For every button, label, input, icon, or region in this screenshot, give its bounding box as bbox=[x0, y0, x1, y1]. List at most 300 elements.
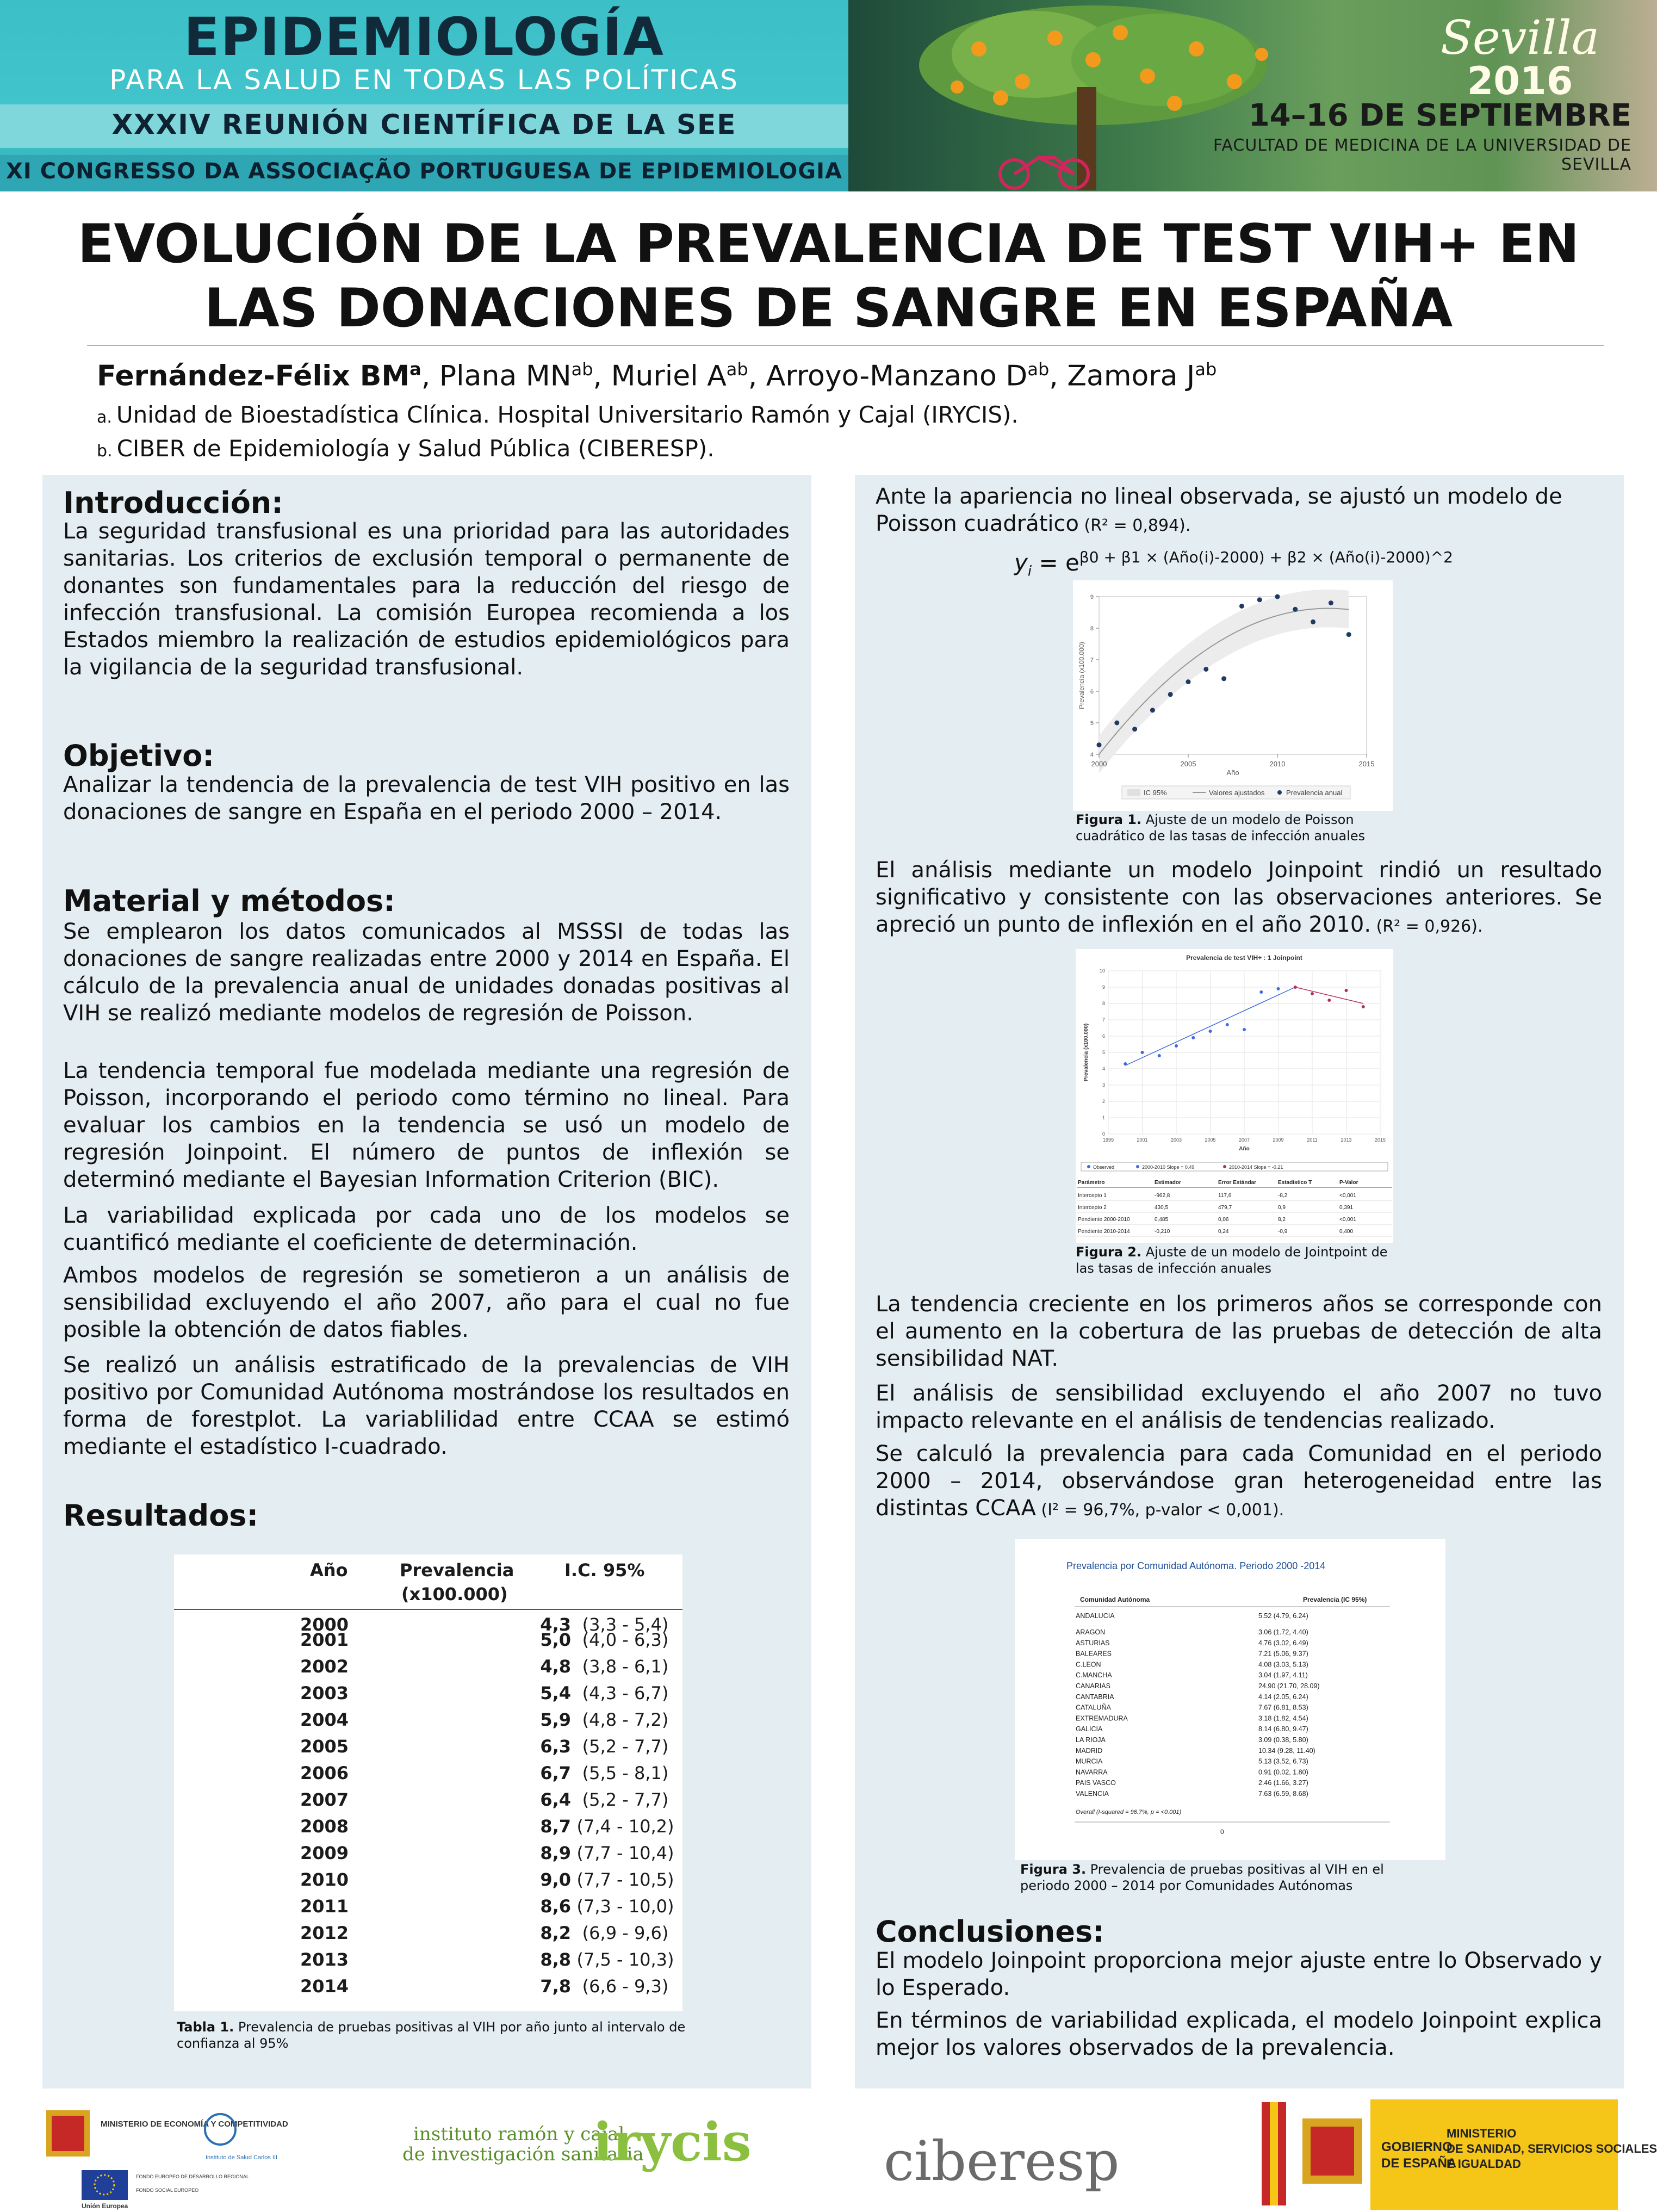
table-row bbox=[174, 1683, 682, 1710]
table-cell-prevalence: 8,9 bbox=[540, 1843, 571, 1863]
formula-eq: = e bbox=[1032, 549, 1079, 576]
figure-3-chart bbox=[1015, 1539, 1445, 1860]
param-table-cell: 0,9 bbox=[1278, 1205, 1286, 1211]
poster-title-line-2: LAS DONACIONES DE SANGRE EN ESPAÑA bbox=[204, 277, 1453, 339]
y-tick-label: 6 bbox=[1090, 689, 1094, 695]
first-author-sup: a bbox=[409, 359, 421, 380]
author-2-sup: ab bbox=[571, 359, 593, 380]
affiliation-letter: b. bbox=[97, 442, 113, 461]
bicycle-icon bbox=[995, 147, 1093, 190]
forest-col-header: Comunidad Autónoma bbox=[1080, 1596, 1150, 1603]
eu-text: Unión Europea bbox=[82, 2202, 128, 2210]
data-point bbox=[1239, 604, 1244, 609]
forest-row-label: C.MANCHA bbox=[1076, 1671, 1112, 1680]
forest-row-value: 10.34 (9.28, 11.40) bbox=[1258, 1746, 1315, 1755]
table-cell-prevalence: 4,8 bbox=[540, 1656, 571, 1677]
forest-row-label: LA RIOJA bbox=[1076, 1736, 1106, 1744]
table-cell-ci: (6,6 - 9,3) bbox=[582, 1976, 669, 1997]
table-cell-year: 2012 bbox=[300, 1923, 349, 1943]
y-tick-label: 5 bbox=[1090, 720, 1094, 727]
legend-label: 2000-2010 Slope = 0.49 bbox=[1142, 1164, 1195, 1170]
x-tick-label: 1999 bbox=[1102, 1137, 1114, 1143]
y-tick-label: 8 bbox=[1102, 1001, 1105, 1006]
banner-venue: FACULTAD DE MEDICINA DE LA UNIVERSIDAD DE SEVILLA bbox=[1213, 136, 1631, 174]
section-title-methods: Material y métodos: bbox=[63, 884, 395, 918]
figure-1 bbox=[1073, 580, 1393, 811]
param-table-cell: 0,485 bbox=[1155, 1217, 1169, 1223]
param-table-cell: <0,001 bbox=[1339, 1193, 1356, 1199]
table-cell-prevalence: 6,3 bbox=[540, 1736, 571, 1757]
table-header bbox=[174, 1560, 682, 1612]
banner-dates: 14–16 DE SEPTIEMBRE bbox=[1248, 98, 1631, 133]
forest-row-label: CANARIAS bbox=[1076, 1682, 1110, 1690]
x-tick-label: 2000 bbox=[1091, 760, 1107, 768]
r2-quadratic: (R² = 0,894). bbox=[1078, 516, 1191, 535]
data-point bbox=[1329, 600, 1333, 605]
results-paragraph-3: La tendencia creciente en los primeros años se corresponde con el aumento en la cobertura de las pruebas de detección de alta sensibilidad NAT. bbox=[876, 1292, 1602, 1371]
irycis-line-2: de investigación sanitaria bbox=[402, 2143, 644, 2165]
author-3: , Muriel A bbox=[593, 360, 727, 393]
chart-title: Prevalencia de test VIH+ : 1 Joinpoint bbox=[1186, 954, 1302, 962]
table-row bbox=[174, 1949, 682, 1976]
table-cell-year: 2008 bbox=[300, 1816, 349, 1837]
legend-label: Observed bbox=[1093, 1164, 1115, 1170]
table-cell-ci: (4,3 - 6,7) bbox=[582, 1683, 669, 1703]
forest-row-value: 5.52 (4.79, 6.24) bbox=[1258, 1612, 1308, 1620]
x-tick-label: 2009 bbox=[1273, 1137, 1284, 1143]
data-point bbox=[1203, 667, 1208, 672]
legend-label: IC 95% bbox=[1144, 789, 1167, 797]
figure-2-caption-label: Figura 2. bbox=[1076, 1244, 1142, 1260]
table-cell-year: 2002 bbox=[300, 1656, 349, 1677]
poisson-formula bbox=[1014, 544, 1612, 585]
forest-row-value: 7.63 (6.59, 8.68) bbox=[1258, 1790, 1308, 1798]
table-cell-prevalence: 5,4 bbox=[540, 1683, 571, 1703]
affiliation-letter: a. bbox=[97, 408, 112, 427]
table-cell-year: 2009 bbox=[300, 1843, 349, 1863]
figure-2 bbox=[1076, 949, 1393, 1243]
x-tick-label: 2015 bbox=[1358, 760, 1375, 768]
table-row bbox=[174, 1709, 682, 1737]
results-paragraph-4: El análisis de sensibilidad excluyendo el año 2007 no tuvo impacto relevante en el análisis de tendencias realizado. bbox=[876, 1381, 1602, 1433]
x-tick-label: 2007 bbox=[1238, 1137, 1250, 1143]
banner-line-4: XI CONGRESSO DA ASSOCIAÇÃO PORTUGUESA DE EPIDEMIOLOGIA bbox=[6, 159, 842, 184]
data-point bbox=[1097, 742, 1102, 747]
data-point bbox=[1243, 1028, 1246, 1031]
table-cell-prevalence: 5,0 bbox=[540, 1629, 571, 1650]
x-tick-label: 2013 bbox=[1341, 1137, 1352, 1143]
fse-text: FONDO SOCIAL EUROPEO bbox=[136, 2188, 199, 2193]
legend-swatch-ci bbox=[1127, 789, 1140, 796]
x-tick-label: 2011 bbox=[1307, 1137, 1318, 1143]
table-row bbox=[174, 1976, 682, 2003]
table-cell-year: 2013 bbox=[300, 1949, 349, 1970]
banner-line-2: PARA LA SALUD EN TODAS LAS POLÍTICAS bbox=[109, 64, 739, 96]
data-point bbox=[1141, 1051, 1144, 1054]
forest-title: Prevalencia por Comunidad Autónoma. Periodo 2000 -2014 bbox=[1066, 1560, 1326, 1571]
methods-paragraph-5: Se realizó un análisis estratificado de la prevalencias de VIH positivo por Comunidad Autónoma mostrándose los resultados en forma de forestplot. La variablilidad entre CCAA se estimó mediante el estadístico I-cuadrado. bbox=[63, 1353, 790, 1459]
table-row bbox=[174, 1763, 682, 1790]
y-tick-label: 3 bbox=[1102, 1082, 1105, 1088]
param-table-cell: 0,400 bbox=[1339, 1229, 1354, 1235]
y-tick-label: 5 bbox=[1102, 1050, 1105, 1055]
data-point bbox=[1191, 1036, 1195, 1039]
table-cell-ci: (4,0 - 6,3) bbox=[582, 1629, 669, 1650]
methods-paragraph-3: La variabilidad explicada por cada uno de los modelos se cuantificó mediante el coeficiente de determinación. bbox=[63, 1203, 790, 1255]
y-tick-label: 8 bbox=[1090, 625, 1094, 632]
conclusion-paragraph-1: El modelo Joinpoint proporciona mejor ajuste entre lo Observado y lo Esperado. bbox=[876, 1948, 1602, 2000]
param-table-cell: 0,391 bbox=[1339, 1205, 1354, 1211]
section-title-results: Resultados: bbox=[63, 1498, 259, 1533]
forest-row-value: 3.18 (1.82, 4.54) bbox=[1258, 1714, 1308, 1722]
section-title-conclusions: Conclusiones: bbox=[876, 1914, 1104, 1949]
poster-title bbox=[54, 212, 1603, 340]
poster-title-line-1: EVOLUCIÓN DE LA PREVALENCIA DE TEST VIH+ EN bbox=[77, 213, 1580, 275]
figure-3-caption-text: Prevalencia de pruebas positivas al VIH en el periodo 2000 – 2014 por Comunidades Autónomas bbox=[1020, 1862, 1384, 1893]
table-header-year: Año bbox=[310, 1560, 348, 1581]
data-point bbox=[1124, 1062, 1127, 1065]
forest-overall: Overall (I-squared = 96.7%, p = <0.001) bbox=[1076, 1809, 1182, 1816]
table-cell-year: 2011 bbox=[300, 1896, 349, 1917]
author-list bbox=[97, 359, 1217, 392]
sponsor-logos bbox=[0, 2099, 1657, 2210]
first-author: Fernández-Félix BM bbox=[97, 360, 410, 393]
forest-row-label: PAIS VASCO bbox=[1076, 1779, 1116, 1787]
x-tick-label: 2010 bbox=[1269, 760, 1286, 768]
y-tick-label: 4 bbox=[1102, 1066, 1105, 1071]
data-point bbox=[1311, 619, 1315, 624]
table-cell-prevalence: 9,0 bbox=[540, 1869, 571, 1890]
legend-swatch-point bbox=[1277, 790, 1282, 795]
banner-year: 2016 bbox=[1467, 59, 1573, 103]
ministerio-economia-text: MINISTERIO DE ECONOMÍA Y COMPETITIVIDAD bbox=[101, 2120, 288, 2129]
forest-row-value: 4.14 (2.05, 6.24) bbox=[1258, 1693, 1308, 1701]
param-table-header: P-Valor bbox=[1339, 1180, 1358, 1186]
results-paragraph-5 bbox=[876, 1440, 1602, 1524]
results-paragraph-2-text: El análisis mediante un modelo Joinpoint rindió un resultado significativo y consistente con las observaciones anteriores. Se apreció un punto de inflexión en el año 2010. bbox=[876, 858, 1602, 937]
legend-swatch bbox=[1223, 1165, 1226, 1168]
table-cell-ci: (7,7 - 10,4) bbox=[576, 1843, 674, 1863]
x-tick-label: 2015 bbox=[1374, 1137, 1386, 1143]
affiliation-text: Unidad de Bioestadística Clínica. Hospital Universitario Ramón y Cajal (IRYCIS). bbox=[116, 401, 1019, 428]
spain-coat-of-arms-icon bbox=[46, 2110, 90, 2157]
table-cell-ci: (7,7 - 10,5) bbox=[576, 1869, 674, 1890]
r2-joinpoint: (R² = 0,926). bbox=[1371, 917, 1483, 936]
figure-1-chart bbox=[1073, 580, 1393, 811]
table-cell-year: 2000 bbox=[300, 1614, 349, 1635]
y-axis-label: Prevalencia (x100.000) bbox=[1083, 1023, 1089, 1082]
data-point bbox=[1327, 999, 1331, 1002]
table-cell-year: 2006 bbox=[300, 1763, 349, 1783]
objective-text: Analizar la tendencia de la prevalencia de test VIH positivo en las donaciones de sangre en España en el periodo 2000 – 2014. bbox=[63, 772, 790, 825]
data-point bbox=[1345, 989, 1348, 992]
forest-row-label: CANTABRIA bbox=[1076, 1693, 1114, 1701]
isciii-logo-icon bbox=[205, 2114, 235, 2145]
data-point bbox=[1132, 727, 1137, 732]
legend-label: Prevalencia anual bbox=[1286, 789, 1343, 797]
formula-exponent: β0 + β1 × (Año(i)-2000) + β2 × (Año(i)-2000)^2 bbox=[1079, 548, 1453, 566]
forest-row-label: VALENCIA bbox=[1076, 1790, 1109, 1798]
forest-row-value: 2.46 (1.66, 3.27) bbox=[1258, 1779, 1308, 1787]
param-table-header: Estadístico T bbox=[1278, 1180, 1312, 1186]
table-cell-year: 2005 bbox=[300, 1736, 349, 1757]
table-row bbox=[174, 1656, 682, 1683]
affiliation-a bbox=[97, 401, 1019, 428]
table-cell-prevalence: 6,7 bbox=[540, 1763, 571, 1783]
table-header-ci: I.C. 95% bbox=[564, 1560, 645, 1581]
figure-2-chart bbox=[1076, 949, 1393, 1243]
author-4-sup: ab bbox=[1027, 359, 1050, 380]
table-row bbox=[174, 1896, 682, 1923]
methods-paragraph-2: La tendencia temporal fue modelada mediante una regresión de Poisson, incorporando el periodo como término no lineal. Para evaluar los cambios en la tendencia se usó un modelo de regresión Joinpoint. El número de puntos de inflexión se determinó mediante el Bayesian Information Criterion (BIC). bbox=[63, 1058, 790, 1192]
results-paragraph-1 bbox=[876, 483, 1602, 540]
table-cell-ci: (6,9 - 9,6) bbox=[582, 1923, 669, 1943]
y-tick-label: 10 bbox=[1099, 968, 1105, 974]
table-row bbox=[174, 1843, 682, 1870]
legend-swatch bbox=[1136, 1165, 1139, 1168]
forest-row-label: NAVARRA bbox=[1076, 1768, 1108, 1776]
y-tick-label: 4 bbox=[1090, 752, 1094, 758]
data-point bbox=[1259, 990, 1263, 994]
x-tick-label: 2003 bbox=[1170, 1137, 1182, 1143]
figure-2-caption-text: Ajuste de un modelo de Jointpoint de las tasas de infección anuales bbox=[1076, 1244, 1388, 1276]
forest-row-label: MADRID bbox=[1076, 1746, 1103, 1755]
data-point bbox=[1209, 1030, 1212, 1033]
forest-row-label: GALICIA bbox=[1076, 1725, 1103, 1733]
table-cell-prevalence: 4,3 bbox=[540, 1614, 571, 1635]
param-table-cell: 0,06 bbox=[1218, 1217, 1229, 1223]
y-tick-label: 2 bbox=[1102, 1099, 1105, 1104]
author-5-sup: ab bbox=[1195, 359, 1217, 380]
table-row bbox=[174, 1869, 682, 1897]
table-caption-text: Prevalencia de pruebas positivas al VIH por año junto al intervalo de confianza al 95% bbox=[177, 2019, 686, 2051]
figure-3-caption-label: Figura 3. bbox=[1020, 1862, 1087, 1877]
param-table-cell: 430,5 bbox=[1155, 1205, 1169, 1211]
y-axis-label: Prevalencia (x100.000) bbox=[1078, 642, 1085, 709]
table-cell-year: 2010 bbox=[300, 1869, 349, 1890]
table-cell-prevalence: 8,2 bbox=[540, 1923, 571, 1943]
forest-row-label: EXTREMADURA bbox=[1076, 1714, 1128, 1722]
banner-line-3: XXXIV REUNIÓN CIENTÍFICA DE LA SEE bbox=[111, 109, 737, 140]
title-divider bbox=[87, 345, 1604, 346]
forest-row-label: ASTURIAS bbox=[1076, 1639, 1110, 1647]
data-point bbox=[1277, 987, 1280, 990]
table-cell-ci: (3,3 - 5,4) bbox=[582, 1614, 669, 1635]
conclusion-paragraph-2: En términos de variabilidad explicada, el modelo Joinpoint explica mejor los valores observados de la prevalencia. bbox=[876, 2008, 1602, 2060]
affiliation-b bbox=[97, 435, 715, 462]
table-row bbox=[174, 1923, 682, 1950]
forest-row-label: ARAGON bbox=[1076, 1628, 1106, 1636]
forest-row-label: C.LEON bbox=[1076, 1660, 1101, 1669]
author-2: , Plana MN bbox=[421, 360, 572, 393]
y-tick-label: 9 bbox=[1102, 984, 1105, 990]
table-cell-year: 2001 bbox=[300, 1629, 349, 1650]
y-tick-label: 9 bbox=[1090, 594, 1094, 600]
x-tick-label: 2005 bbox=[1205, 1137, 1216, 1143]
sponsor-footer bbox=[0, 2099, 1657, 2210]
y-tick-label: 7 bbox=[1102, 1017, 1105, 1023]
forest-row-label: ANDALUCIA bbox=[1076, 1612, 1115, 1620]
table-cell-ci: (7,4 - 10,2) bbox=[576, 1816, 674, 1837]
param-table-cell: -0,9 bbox=[1278, 1229, 1288, 1235]
forest-row-label: MURCIA bbox=[1076, 1757, 1103, 1765]
forest-row-value: 8.14 (6.80, 9.47) bbox=[1258, 1725, 1308, 1733]
forest-axis-tick: 0 bbox=[1220, 1828, 1224, 1836]
table-cell-year: 2014 bbox=[300, 1976, 349, 1997]
forest-row-value: 24.90 (21.70, 28.09) bbox=[1258, 1682, 1320, 1690]
legend-swatch bbox=[1087, 1165, 1090, 1168]
table-row bbox=[174, 1816, 682, 1843]
data-point bbox=[1311, 992, 1314, 995]
results-paragraph-2 bbox=[876, 857, 1602, 940]
table-caption bbox=[177, 2019, 710, 2052]
x-tick-label: 2005 bbox=[1180, 760, 1196, 768]
table-cell-ci: (4,8 - 7,2) bbox=[582, 1709, 669, 1730]
table-row bbox=[174, 1629, 682, 1657]
gobierno-text: GOBIERNO DE ESPAÑA bbox=[1381, 2140, 1457, 2171]
table-cell-year: 2007 bbox=[300, 1789, 349, 1810]
eu-flag-icon bbox=[82, 2170, 128, 2200]
table-cell-prevalence: 8,6 bbox=[540, 1896, 571, 1917]
affiliation-text: CIBER de Epidemiología y Salud Pública (CIBERESP). bbox=[116, 435, 715, 462]
forest-row-value: 7.21 (5.06, 9.37) bbox=[1258, 1650, 1308, 1658]
table-cell-prevalence: 5,9 bbox=[540, 1709, 571, 1730]
forest-row-value: 7.67 (6.81, 8.53) bbox=[1258, 1703, 1308, 1712]
i2-heterogeneity: (I² = 96,7%, p-valor < 0,001). bbox=[1035, 1501, 1284, 1520]
irycis-line-1: instituto ramón y cajal bbox=[413, 2123, 625, 2145]
methods-paragraph-1: Se emplearon los datos comunicados al MSSSI de todas las donaciones de sangre realizadas entre 2000 y 2014 en España. El cálculo de la prevalencia anual de unidades donadas positivas al VIH se realizó mediante modelos de regresión de Poisson. bbox=[63, 919, 790, 1026]
param-table-header: Error Estándar bbox=[1218, 1180, 1257, 1186]
author-3-sup: ab bbox=[726, 359, 748, 380]
formula-lhs: y bbox=[1014, 549, 1028, 576]
data-point bbox=[1175, 1044, 1178, 1048]
section-title-introduction: Introducción: bbox=[63, 486, 283, 520]
data-point bbox=[1114, 721, 1119, 726]
table-cell-ci: (7,3 - 10,0) bbox=[576, 1896, 674, 1917]
prevalence-table bbox=[174, 1554, 682, 2011]
figure-1-caption bbox=[1076, 811, 1402, 844]
forest-row-label: CATALUÑA bbox=[1076, 1703, 1111, 1712]
param-table-cell: -8,2 bbox=[1278, 1193, 1288, 1199]
param-table-cell: 0,24 bbox=[1218, 1229, 1229, 1235]
param-table-cell: <0,001 bbox=[1339, 1217, 1356, 1223]
forest-row-value: 5.13 (3.52, 6.73) bbox=[1258, 1757, 1308, 1765]
table-caption-label: Tabla 1. bbox=[177, 2019, 234, 2035]
forest-row-value: 3.04 (1.97, 4.11) bbox=[1258, 1671, 1308, 1680]
table-header-rule bbox=[174, 1609, 682, 1610]
table-row bbox=[174, 1736, 682, 1763]
feder-text: FONDO EUROPEO DE DESARROLLO REGIONAL bbox=[136, 2174, 250, 2179]
results-paragraph-1-text: Ante la apariencia no lineal observada, se ajustó un modelo de Poisson cuadrático bbox=[876, 484, 1562, 536]
param-table-cell: Pendiente 2000-2010 bbox=[1078, 1217, 1130, 1223]
ministerio-sanidad-text: MINISTERIO DE SANIDAD, SERVICIOS SOCIALES E IGUALDAD bbox=[1447, 2127, 1657, 2171]
param-table-cell: 8,2 bbox=[1278, 1217, 1286, 1223]
table-cell-prevalence: 8,7 bbox=[540, 1816, 571, 1837]
param-table-cell: Intercepto 1 bbox=[1078, 1193, 1107, 1199]
table-cell-prevalence: 8,8 bbox=[540, 1949, 571, 1970]
data-point bbox=[1275, 594, 1280, 599]
figure-3 bbox=[1015, 1539, 1445, 1860]
introduction-text: La seguridad transfusional es una prioridad para las autoridades sanitarias. Los criterios de exclusión temporal o permanente de donantes son fundamentales para la reducción del riesgo de infección transfusional. La comisión Europea recomienda a los Estados miembro la realización de estudios epidemiológicos para la vigilancia de la seguridad transfusional. bbox=[63, 519, 790, 680]
forest-row-value: 4.76 (3.02, 6.49) bbox=[1258, 1639, 1308, 1647]
figure-3-caption bbox=[1020, 1861, 1412, 1894]
y-tick-label: 0 bbox=[1102, 1131, 1105, 1137]
spain-flag-icon bbox=[1262, 2102, 1286, 2205]
conference-banner bbox=[0, 0, 1657, 191]
data-point bbox=[1293, 607, 1298, 612]
table-cell-ci: (5,5 - 8,1) bbox=[582, 1763, 669, 1783]
data-point bbox=[1346, 632, 1351, 637]
data-point bbox=[1362, 1005, 1365, 1008]
param-table-cell: Intercepto 2 bbox=[1078, 1205, 1107, 1211]
ciberesp-logo: ciberesp bbox=[884, 2129, 1120, 2193]
forest-row-value: 3.06 (1.72, 4.40) bbox=[1258, 1628, 1308, 1636]
data-point bbox=[1226, 1023, 1229, 1026]
forest-col-header: Prevalencia (IC 95%) bbox=[1303, 1596, 1367, 1603]
forest-row-value: 3.09 (0.38, 5.80) bbox=[1258, 1736, 1308, 1744]
table-cell-year: 2004 bbox=[300, 1709, 349, 1730]
param-table-cell: 117,6 bbox=[1218, 1193, 1232, 1199]
table-cell-ci: (3,8 - 6,1) bbox=[582, 1656, 669, 1677]
author-5: , Zamora J bbox=[1049, 360, 1195, 393]
y-tick-label: 1 bbox=[1102, 1115, 1105, 1120]
y-tick-label: 6 bbox=[1102, 1033, 1105, 1039]
param-table-header: Estimador bbox=[1155, 1180, 1181, 1186]
forest-row-value: 4.08 (3.03, 5.13) bbox=[1258, 1660, 1308, 1669]
data-point bbox=[1257, 597, 1262, 602]
param-table-cell: Pendiente 2010-2014 bbox=[1078, 1229, 1130, 1235]
section-title-objective: Objetivo: bbox=[63, 739, 214, 773]
isciii-text: Instituto de Salud Carlos III bbox=[206, 2154, 278, 2161]
author-4: , Arroyo-Manzano D bbox=[748, 360, 1028, 393]
param-table-cell: 479,7 bbox=[1218, 1205, 1232, 1211]
param-table-header: Parámetro bbox=[1078, 1180, 1105, 1186]
legend-label: Valores ajustados bbox=[1209, 789, 1265, 797]
data-point bbox=[1186, 679, 1191, 684]
y-tick-label: 7 bbox=[1090, 657, 1094, 664]
table-cell-ci: (5,2 - 7,7) bbox=[582, 1736, 669, 1757]
gobierno-coat-of-arms-icon bbox=[1302, 2118, 1362, 2184]
formula-subscript: i bbox=[1027, 563, 1032, 580]
table-header-prevalence: Prevalencia bbox=[400, 1560, 514, 1581]
figure-2-caption bbox=[1076, 1244, 1402, 1277]
figure-1-caption-text: Ajuste de un modelo de Poisson cuadrático de las tasas de infección anuales bbox=[1076, 812, 1366, 844]
forest-row-value: 0.91 (0.02, 1.80) bbox=[1258, 1768, 1308, 1776]
x-tick-label: 2001 bbox=[1137, 1137, 1148, 1143]
data-point bbox=[1150, 708, 1155, 712]
table-cell-year: 2003 bbox=[300, 1683, 349, 1703]
data-point bbox=[1294, 986, 1297, 989]
results-paragraph-5-text: Se calculó la prevalencia para cada Comunidad en el periodo 2000 – 2014, observándose gran heterogeneidad entre las distintas CCAA bbox=[876, 1441, 1602, 1521]
forest-row-label: BALEARES bbox=[1076, 1650, 1112, 1658]
banner-line-1: EPIDEMIOLOGÍA bbox=[184, 7, 665, 67]
table-row bbox=[174, 1789, 682, 1817]
x-axis-label: Año bbox=[1239, 1146, 1250, 1152]
irycis-logo: irycis bbox=[593, 2111, 752, 2173]
x-axis-label: Año bbox=[1226, 769, 1239, 777]
data-point bbox=[1221, 676, 1226, 681]
param-table-cell: -962,8 bbox=[1155, 1193, 1170, 1199]
table-cell-prevalence: 7,8 bbox=[540, 1976, 571, 1997]
table-cell-ci: (7,5 - 10,3) bbox=[576, 1949, 674, 1970]
banner-city: Sevilla bbox=[1440, 11, 1600, 65]
table-cell-prevalence: 6,4 bbox=[540, 1789, 571, 1810]
legend-label: 2010-2014 Slope = -0.21 bbox=[1229, 1164, 1283, 1170]
table-header-unit: (x100.000) bbox=[401, 1584, 508, 1604]
table-cell-ci: (5,2 - 7,7) bbox=[582, 1789, 669, 1810]
figure-1-caption-label: Figura 1. bbox=[1076, 812, 1142, 827]
param-table-cell: -0,210 bbox=[1155, 1229, 1170, 1235]
